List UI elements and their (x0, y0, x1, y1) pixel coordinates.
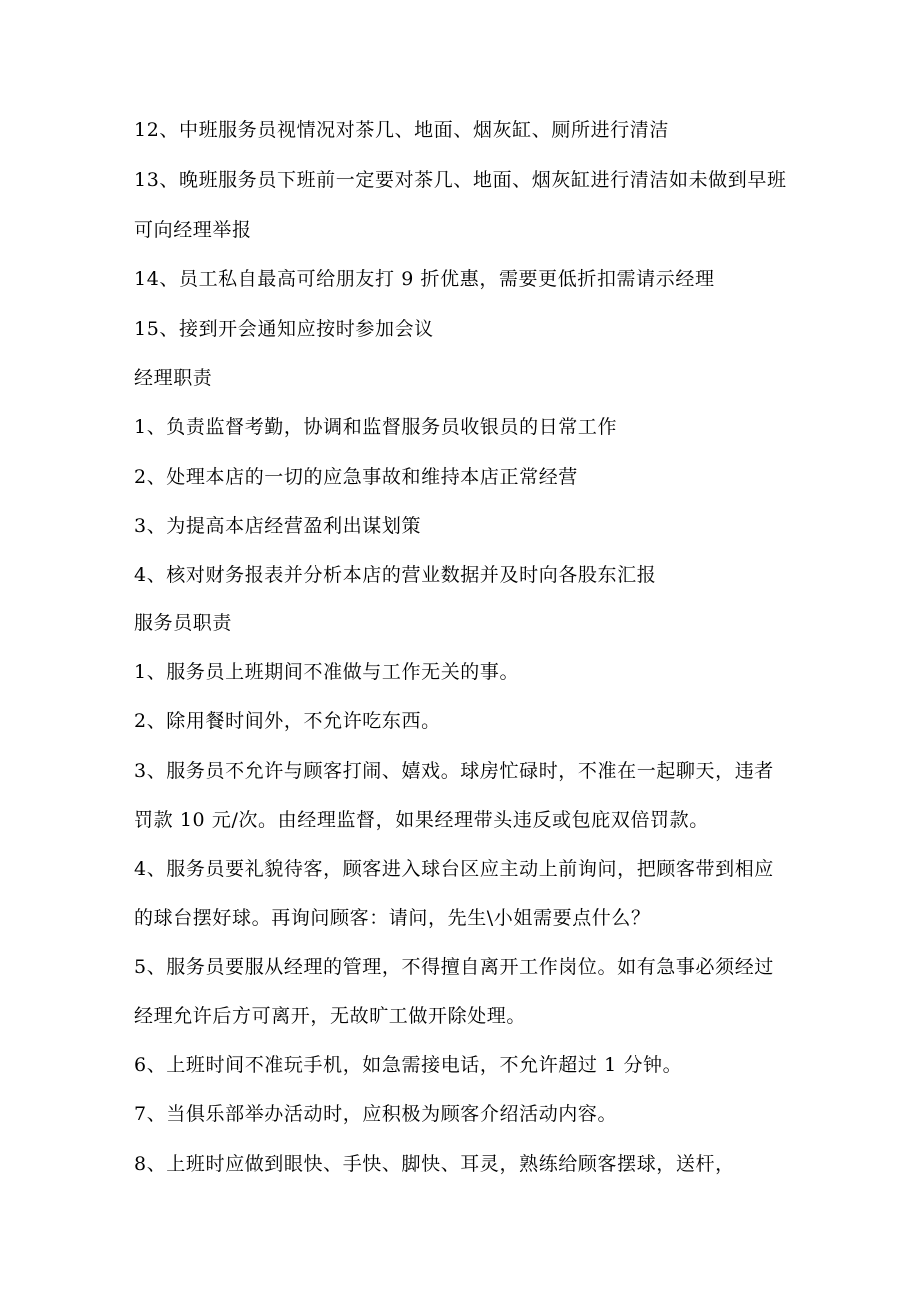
text-line: 13、晚班服务员下班前一定要对茶几、地面、烟灰缸进行清洁如未做到早班 (134, 169, 787, 191)
text-line: 12、中班服务员视情况对茶几、地面、烟灰缸、厕所进行清洁 (134, 119, 669, 141)
text-line: 6、上班时间不准玩手机，如急需接电话，不允许超过 1 分钟。 (134, 1054, 683, 1076)
text-line: 1、服务员上班期间不准做与工作无关的事。 (134, 661, 520, 683)
text-line: 15、接到开会通知应按时参加会议 (134, 318, 434, 340)
text-line: 3、为提高本店经营盈利出谋划策 (134, 515, 422, 537)
text-line: 4、服务员要礼貌待客，顾客进入球台区应主动上前询问，把顾客带到相应 (134, 858, 774, 880)
text-line: 7、当俱乐部举办活动时，应积极为顾客介绍活动内容。 (134, 1103, 618, 1125)
section-heading: 服务员职责 (134, 612, 233, 634)
text-line: 1、负责监督考勤，协调和监督服务员收银员的日常工作 (134, 416, 618, 438)
text-line: 2、除用餐时间外，不允许吃东西。 (134, 710, 441, 732)
text-line: 5、服务员要服从经理的管理，不得擅自离开工作岗位。如有急事必须经过 (134, 956, 774, 978)
text-line: 14、员工私自最高可给朋友打 9 折优惠，需要更低折扣需请示经理 (134, 268, 715, 290)
text-line: 的球台摆好球。再询问顾客：请问，先生\小姐需要点什么？ (134, 907, 651, 929)
text-line: 经理允许后方可离开，无故旷工做开除处理。 (134, 1005, 527, 1027)
text-line: 罚款 10 元/次。由经理监督，如果经理带头违反或包庇双倍罚款。 (134, 809, 709, 831)
text-line: 可向经理举报 (134, 219, 252, 241)
text-line: 3、服务员不允许与顾客打闹、嬉戏。球房忙碌时，不准在一起聊天，违者 (134, 760, 774, 782)
section-heading: 经理职责 (134, 367, 213, 389)
text-line: 8、上班时应做到眼快、手快、脚快、耳灵，熟练给顾客摆球，送杆， (134, 1153, 735, 1175)
text-line: 2、处理本店的一切的应急事故和维持本店正常经营 (134, 466, 578, 488)
text-line: 4、核对财务报表并分析本店的营业数据并及时向各股东汇报 (134, 564, 657, 586)
